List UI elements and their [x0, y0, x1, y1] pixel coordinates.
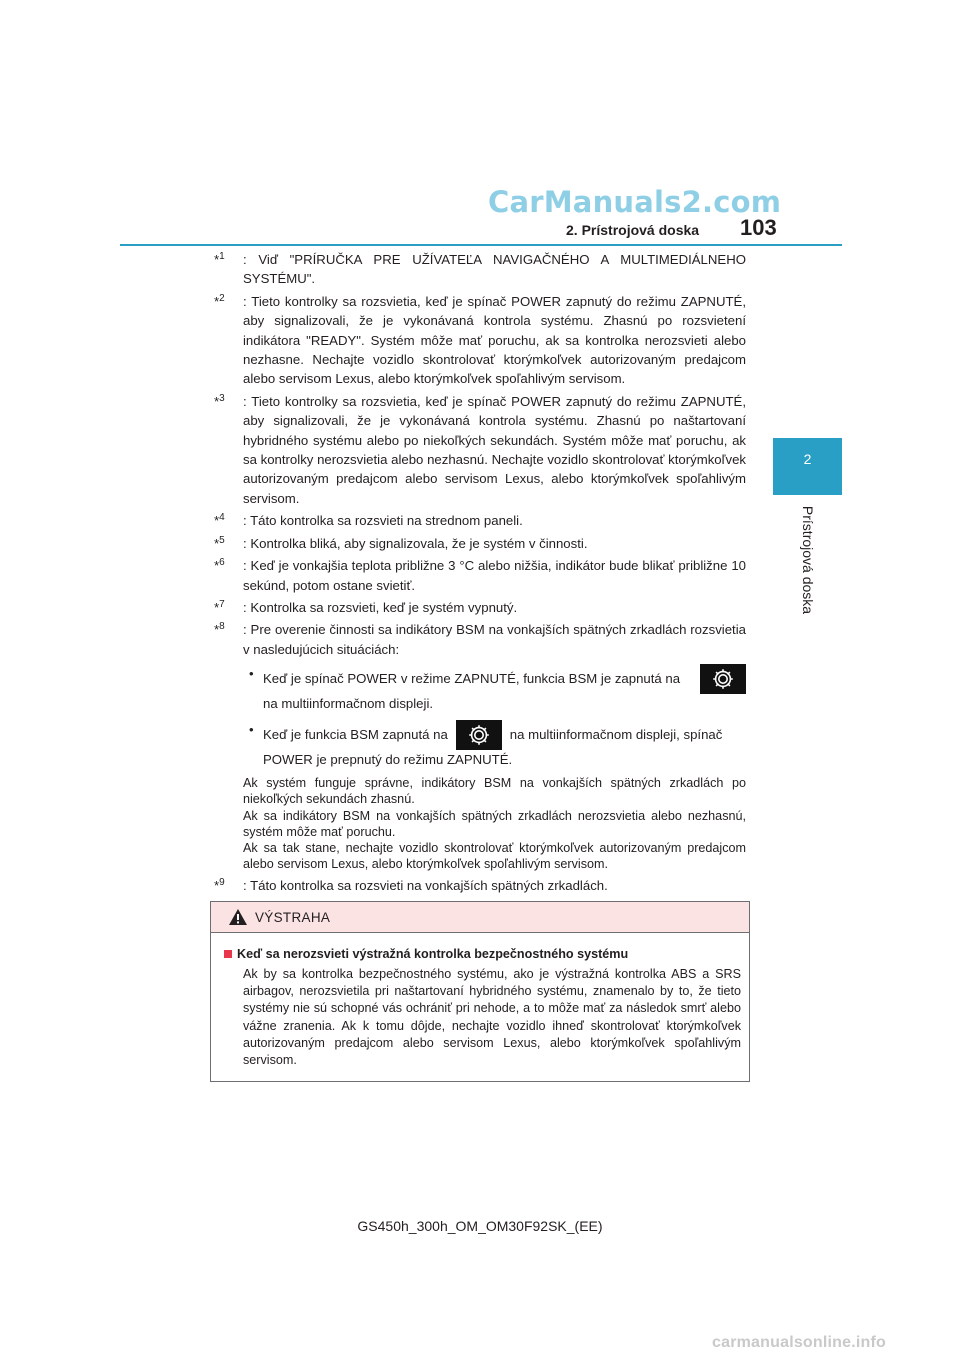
warning-triangle-icon	[228, 908, 248, 931]
gear-icon	[456, 720, 502, 750]
footnote-3	[214, 392, 746, 508]
gear-icon	[700, 664, 746, 694]
footnote-5	[214, 534, 746, 553]
bsm-paragraph-3: Ak sa tak stane, nechajte vozidlo skontrolovať ktorýmkoľvek autorizovaným predajcom alebo servisom Lexus, alebo ktorýmkoľvek spoľahlivým servisom.	[243, 841, 746, 872]
warning-heading-text: Keď sa nerozsvieti výstražná kontrolka bezpečnostného systému	[237, 947, 629, 961]
bullet-text-cont: POWER je prepnutý do režimu ZAPNUTÉ.	[263, 751, 513, 767]
footnote-text: : Tieto kontrolky sa rozsvietia, keď je spínač POWER zapnutý do režimu ZAPNUTÉ, aby signalizovali, že je vykonávaná kontrola systému. Zhasnú po rozsvietení indikátora "READY". Systém môže mať poruchu, ak sa kontrolka nerozsvieti alebo nezhasne. Nechajte vozidlo skontrolovať ktorýmkoľvek autorizovaným predajcom alebo servisom Lexus, alebo ktorýmkoľvek spoľahlivým servisom.	[243, 293, 746, 387]
footnote-7	[214, 598, 746, 617]
bsm-situation-1	[245, 664, 746, 713]
footnote-marker: *$^1$	[214, 251, 225, 267]
footnote-text: : Táto kontrolka sa rozsvieti na strednom paneli.	[243, 513, 523, 529]
footnotes	[214, 250, 746, 898]
red-square-icon	[224, 950, 232, 958]
bullet-text: Keď je spínač POWER v režime ZAPNUTÉ, funkcia BSM je zapnutá na	[263, 671, 681, 687]
bsm-paragraph-2: Ak sa indikátory BSM na vonkajších spätných zrkadlách nerozsvietia alebo nezhasnú, systém môže mať poruchu.	[243, 808, 746, 839]
bsm-paragraph-1: Ak systém funguje správne, indikátory BSM na vonkajších spätných zrkadlách po niekoľkých sekundách zhasnú.	[243, 775, 746, 807]
manual-code: GS450h_300h_OM_OM30F92SK_(EE)	[357, 1218, 603, 1234]
footnote-text: : Viď "PRÍRUČKA PRE UŽÍVATEĽA NAVIGAČNÉHO A MULTIMEDIÁLNEHO SYSTÉMU".	[243, 252, 746, 287]
bullet-text-cont: na multiinformačnom displeji.	[263, 696, 434, 712]
footnote-marker: *$^9$	[214, 876, 225, 893]
warning-box	[210, 901, 750, 1082]
footnote-6	[214, 556, 746, 595]
page-number: 103	[740, 215, 777, 240]
chapter-number: 2	[803, 451, 812, 467]
footnote-marker: *$^4$	[214, 512, 225, 529]
bsm-situations	[245, 664, 746, 769]
watermark-carmanualsonline: carmanualsonline.info	[712, 1334, 887, 1351]
footnote-2	[214, 292, 746, 389]
footnote-text: : Táto kontrolka sa rozsvieti na vonkajších spätných zrkadlách.	[243, 877, 608, 893]
bsm-situation-2	[245, 720, 746, 769]
warning-title: VÝSTRAHA	[255, 910, 331, 925]
footnote-1	[214, 250, 746, 289]
footnote-marker: *$^8$	[214, 621, 225, 638]
bullet-text: na multiinformačnom displeji, spínač	[509, 726, 723, 742]
bullet-dot: •	[249, 666, 254, 682]
warning-body	[211, 933, 749, 1069]
footnote-marker: *$^3$	[214, 392, 225, 409]
bullet-dot: •	[249, 721, 254, 737]
footnote-marker: *$^5$	[214, 534, 225, 551]
footnote-text: : Tieto kontrolky sa rozsvietia, keď je spínač POWER zapnutý do režimu ZAPNUTÉ, aby signalizovali, že je vykonávaná kontrola systému. Zhasnú po naštartovaní hybridného systému alebo po niekoľkých sekundách. Systém môže mať poruchu, ak sa kontrolky nerozsvietia alebo nezhasnú. Nechajte vozidlo skontrolovať ktorýmkoľvek autorizovaným predajcom alebo servisom Lexus, alebo ktorýmkoľvek spoľahlivým servisom.	[243, 393, 746, 506]
footnote-marker: *$^6$	[214, 557, 225, 574]
chapter-label	[800, 505, 816, 615]
footnote-4	[214, 511, 746, 530]
warning-heading	[224, 947, 741, 961]
watermark-carmanuals2: CarManuals2.com	[488, 185, 782, 219]
footnote-text: : Pre overenie činnosti sa indikátory BSM na vonkajších spätných zrkadlách rozsvietia v nasledujúcich situáciách:	[243, 622, 746, 657]
section-title: 2. Prístrojová doska	[566, 222, 700, 238]
bullet-text: Keď je funkcia BSM zapnutá na	[263, 726, 448, 742]
chapter-label-text: Prístrojová doska	[800, 505, 816, 615]
footnote-text: : Kontrolka bliká, aby signalizovala, že je systém v činnosti.	[243, 535, 588, 551]
footnote-marker: *$^2$	[214, 292, 225, 309]
warning-text: Ak by sa kontrolka bezpečnostného systému, ako je výstražná kontrolka ABS a SRS airbagov, nerozsvietila pri naštartovaní hybridného systému, znamenalo by to, že tieto systémy nie sú schopné vás ochrániť pri nehode, a to môže mať za následok smrť alebo vážne zranenia. Ak k tomu dôjde, nechajte vozidlo ihneď skontrolovať ktorýmkoľvek autorizovaným predajcom alebo servisom Lexus, alebo ktorýmkoľvek spoľahlivým servisom.	[243, 967, 741, 1068]
footnote-marker: *$^7$	[214, 598, 225, 615]
footnote-text: : Keď je vonkajšia teplota približne 3 °C alebo nižšia, indikátor bude blikať približne 10 sekúnd, potom ostane svietiť.	[243, 558, 746, 593]
header-divider	[120, 244, 842, 246]
chapter-tab[interactable]	[773, 438, 842, 495]
footnote-9	[214, 876, 746, 895]
footnote-text: : Kontrolka sa rozsvieti, keď je systém vypnutý.	[243, 599, 518, 615]
warning-header	[211, 902, 749, 933]
footnote-8	[214, 620, 746, 872]
